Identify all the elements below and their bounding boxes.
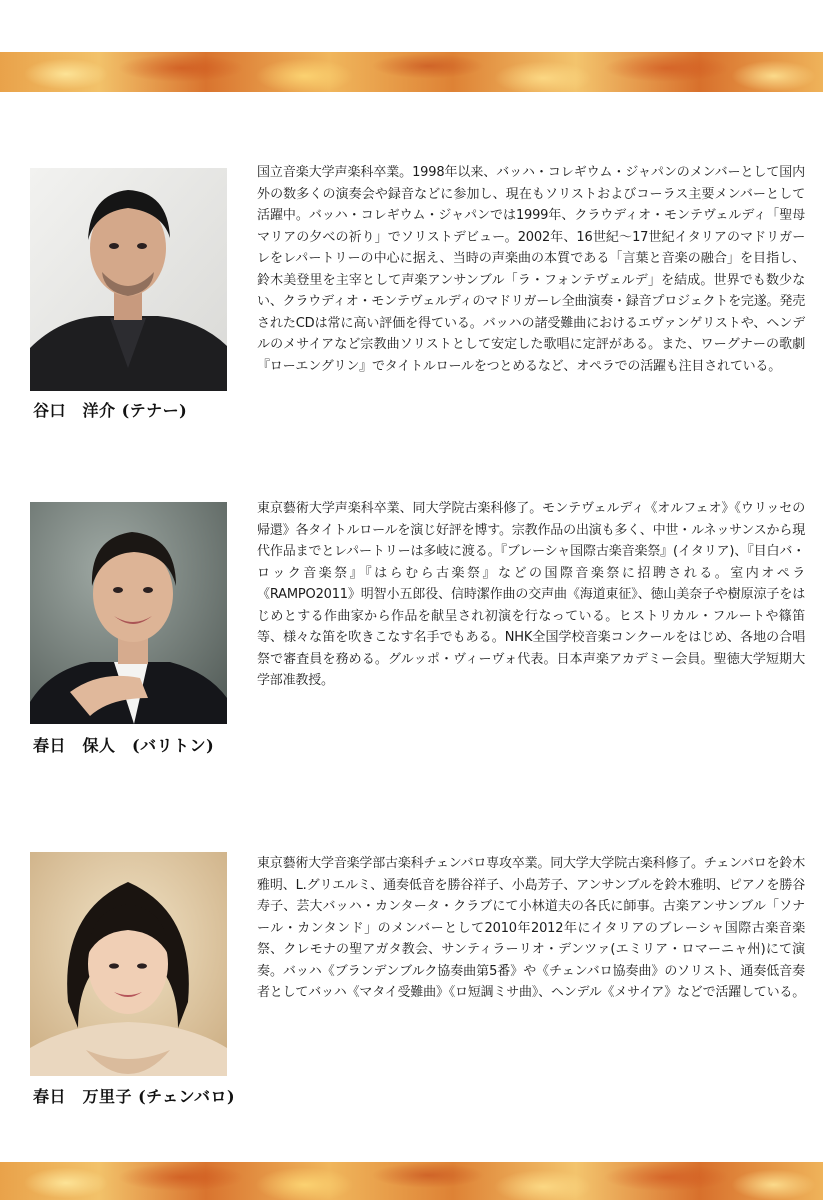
performer-bio-harpsichord: 東京藝術大学音楽学部古楽科チェンバロ専攻卒業。同大学大学院古楽科修了。チェンバロを鈴木雅明、L.グリエルミ、通奏低音を勝谷祥子、小島芳子、アンサンブルを鈴木雅明、ピアノを勝谷寿子、芸大バッハ・カンタータ・クラブにて小林道夫の各氏に師事。古楽アンサンブル「ソナール・カンタンド」のメンバーとして2010年2012年にイタリアのブレーシャ国際古楽音楽祭、クレモナの聖アガタ教会、サンティラーリオ・デンツァ(エミリア・ロマーニャ州)にて演奏。バッハ《ブランデンブルク協奏曲第5番》や《チェンバロ協奏曲》のソリスト、通奏低音奏者としてバッハ《マタイ受難曲》《ロ短調ミサ曲》、ヘンデル《メサイア》などで活躍している。	[257, 856, 805, 1000]
performer-photo-harpsichord	[30, 852, 227, 1076]
performer-name-baritone: 春日 保人 (バリトン)	[33, 736, 215, 755]
performer-bio-baritone: 東京藝術大学声楽科卒業、同大学院古楽科修了。モンテヴェルディ《オルフェオ》《ウリッセの帰還》各タイトルロールを演じ好評を博す。宗教作品の出演も多く、中世・ルネッサンスから現代作品までとレパートリーは多岐に渡る。『ブレーシャ国際古楽音楽祭』(イタリア)、『目白バ・ロック音楽祭』『はらむら古楽祭』などの国際音楽祭に招聘される。室内オペラ《RAMPO2011》明智小五郎役、信時潔作曲の交声曲《海道東征》、徳山美奈子や樹原涼子をはじめとする作曲家から作品を献呈され初演を行なっている。ヒストリカル・フルートや篠笛等、様々な笛を吹きこなす名手でもある。NHK全国学校音楽コンクールをはじめ、各地の合唱祭で審査員を務める。グルッポ・ヴィーヴォ代表。日本声楽アカデミー会員。聖徳大学短期大学部准教授。	[257, 501, 805, 688]
performer-name-tenor: 谷口 洋介 (テナー)	[33, 401, 188, 420]
performer-bio-tenor: 国立音楽大学声楽科卒業。1998年以来、バッハ・コレギウム・ジャパンのメンバーとして国内外の数多くの演奏会や録音などに参加し、現在もソリストおよびコーラス主要メンバーとして活躍中。バッハ・コレギウム・ジャパンでは1999年、クラウディオ・モンテヴェルディ「聖母マリアの夕べの祈り」でソリストデビュー。2002年、16世紀〜17世紀イタリアのマドリガーレをレパートリーの中心に据え、当時の声楽曲の本質である「言葉と音楽の融合」を目指し、鈴木美登里を主宰として声楽アンサンブル「ラ・フォンテヴェルデ」を結成。世界でも数少ない、クラウディオ・モンテヴェルディのマドリガーレ全曲演奏・録音プロジェクトを完遂。発売されたCDは常に高い評価を得ている。バッハの諸受難曲におけるエヴァンゲリストや、ヘンデルのメサイアなど宗教曲ソリストとして安定した歌唱に定評がある。また、ワーグナーの歌劇『ローエングリン』でタイトルロールをつとめるなど、オペラでの活躍も注目されている。	[257, 165, 805, 374]
performer-photo-tenor	[30, 168, 227, 391]
decorative-autumn-band-bottom	[0, 1162, 823, 1200]
performer-photo-baritone	[30, 502, 227, 724]
decorative-autumn-band-top	[0, 52, 823, 92]
performer-name-harpsichord: 春日 万里子 (チェンバロ)	[33, 1087, 236, 1106]
